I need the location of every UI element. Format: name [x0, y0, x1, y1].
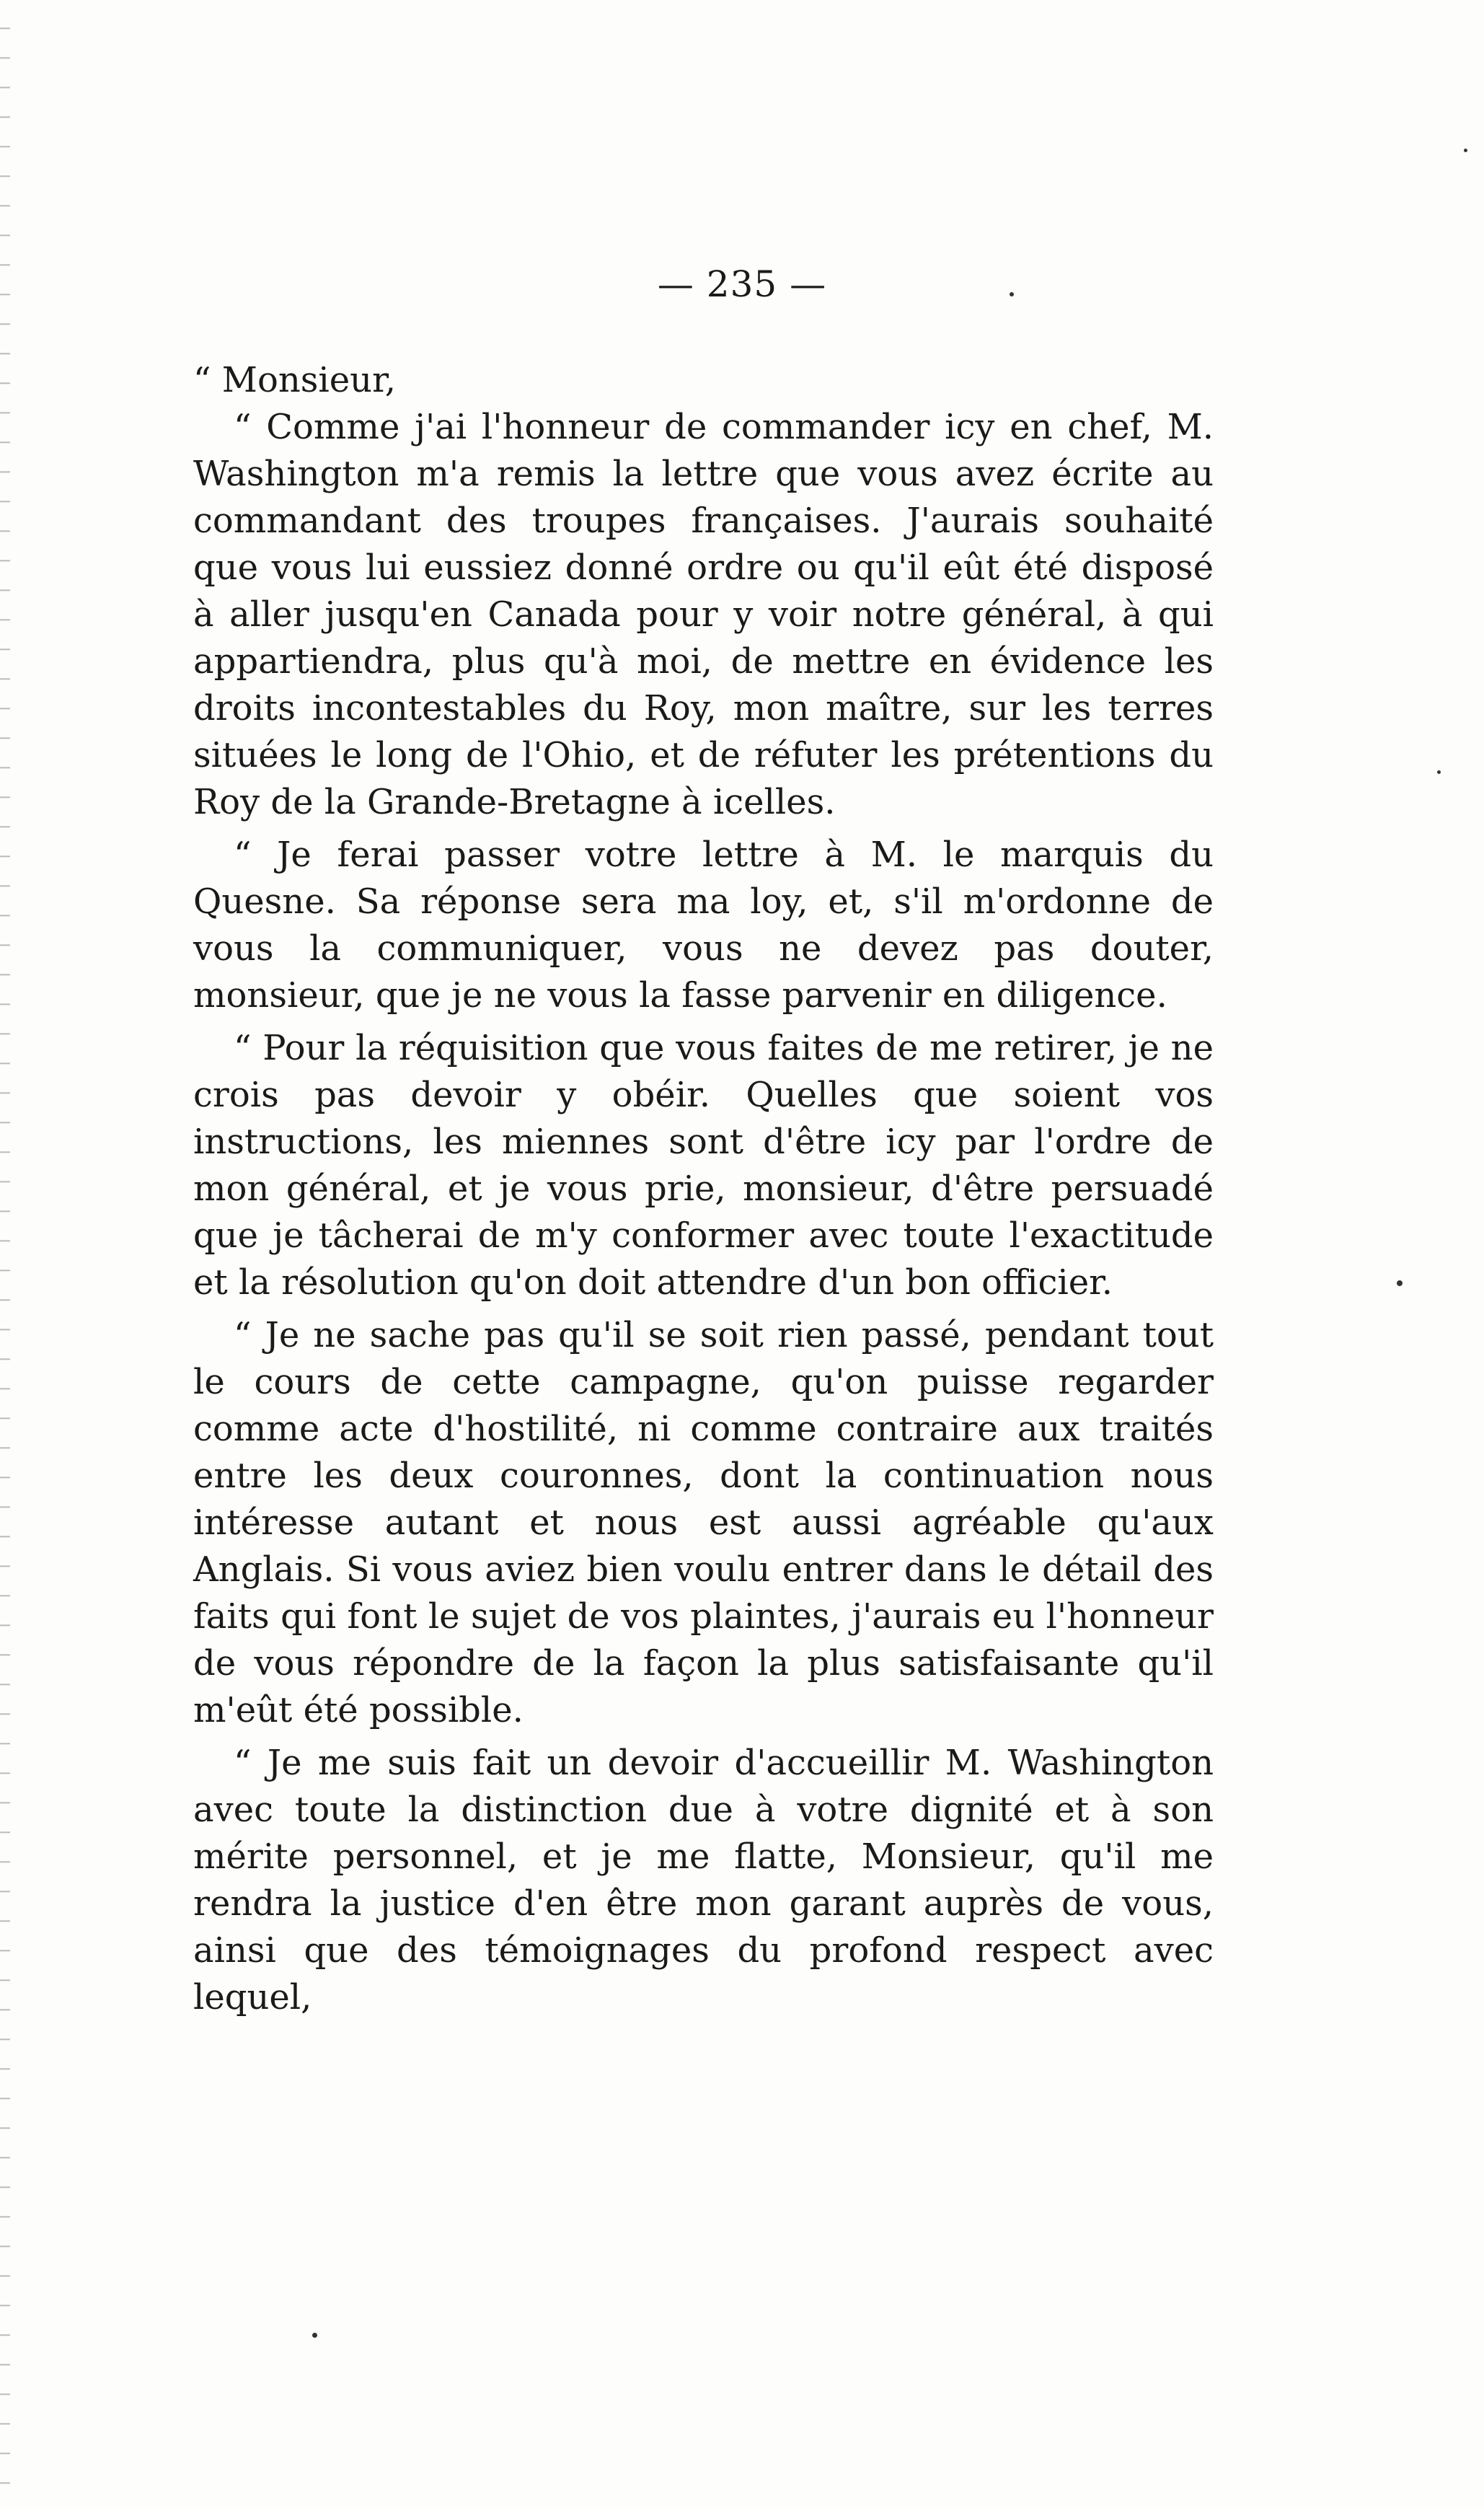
letter-body — [193, 357, 1214, 2021]
salutation: “ Monsieur, — [193, 360, 396, 400]
ink-speck — [1437, 770, 1441, 774]
ink-speck — [1397, 1280, 1403, 1286]
page-number: — 235 — — [657, 263, 827, 305]
scan-edge-marks — [0, 0, 10, 2508]
ink-speck — [312, 2333, 317, 2338]
paragraph-4: “ Je ne sache pas qu'il se soit rien passé, pendant tout le cours de cette campagne, qu'on puisse regarder comme acte d'hostilité, ni comme contraire aux traités entre les deux couronnes, dont la continuation nous intéresse autant et nous est aussi agréable qu'aux Anglais. Si vous aviez bien voulu entrer dans le détail des faits qui font le sujet de vos plaintes, j'aurais eu l'honneur de vous répondre de la façon la plus satisfaisante qu'il m'eût été possible. — [193, 1315, 1214, 1730]
paragraph-2: “ Je ferai passer votre lettre à M. le marquis du Quesne. Sa réponse sera ma loy, et, s'il m'ordonne de vous la communiquer, vous ne devez pas douter, monsieur, que je ne vous la fasse parvenir en diligence. — [193, 835, 1214, 1016]
paragraph-5: “ Je me suis fait un devoir d'accueillir M. Washington avec toute la distinction due à votre dignité et à son mérite personnel, et je me flatte, Monsieur, qu'il me rendra la justice d'en être mon garant auprès de vous, ainsi que des témoignages du profond respect avec lequel, — [193, 1743, 1214, 2018]
paragraph-3: “ Pour la réquisition que vous faites de me retirer, je ne crois pas devoir y obéir. Quelles que soient vos instructions, les miennes sont d'être icy par l'ordre de mon général, et je vous prie, monsieur, d'être persuadé que je tâcherai de m'y conformer avec toute l'exactitude et la résolution qu'on doit attendre d'un bon officier. — [193, 1028, 1214, 1303]
paragraph-1: “ Comme j'ai l'honneur de commander icy en chef, M. Washington m'a remis la lettre que vous avez écrite au commandant des troupes françaises. J'aurais souhaité que vous lui eussiez donné ordre ou qu'il eût été disposé à aller jusqu'en Canada pour y voir notre général, à qui appartiendra, plus qu'à moi, de mettre en évidence les droits incontestables du Roy, mon maître, sur les terres situées le long de l'Ohio, et de réfuter les prétentions du Roy de la Grande-Bretagne à icelles. — [193, 407, 1214, 822]
ink-speck — [1010, 292, 1014, 296]
ink-speck — [1464, 149, 1467, 152]
